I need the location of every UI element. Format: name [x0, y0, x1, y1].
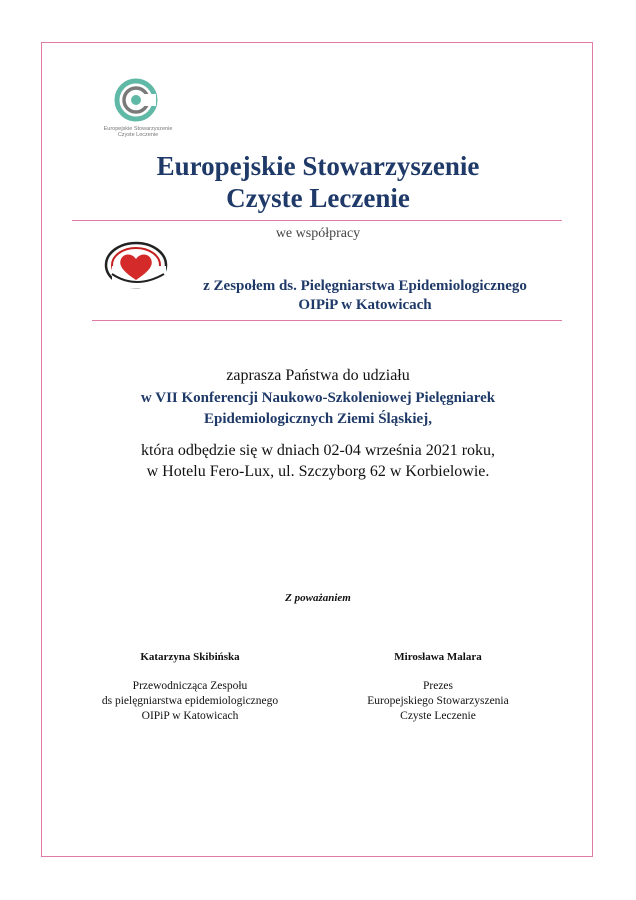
divider-bottom: [92, 320, 562, 321]
logo-text-line1: Europejskie Stowarzyszenie: [103, 126, 173, 132]
signature-role-right: [318, 679, 558, 724]
team-line2: OIPiP w Katowicach: [298, 297, 432, 313]
conference-line1: w VII Konferencji Naukowo-Szkoleniowej Pielęgniarek: [140, 390, 496, 406]
team-line1: z Zespołem ds. Pielęgniarstwa Epidemiologicznego: [203, 278, 527, 294]
conference-name: [41, 388, 595, 430]
role-left-line3: OIPiP w Katowicach: [141, 710, 239, 722]
page-title: [41, 150, 595, 214]
association-logo-icon: [90, 76, 186, 126]
divider-top: [72, 220, 562, 221]
logo-text-line2: Czyste Leczenie: [117, 132, 159, 138]
title-line1: Europejskie Stowarzyszenie: [156, 151, 480, 181]
title-line2: Czyste Leczenie: [226, 183, 410, 213]
association-logo: [90, 76, 186, 142]
role-left-line2: ds pielęgniarstwa epidemiologicznego: [101, 695, 279, 707]
role-left-line1: Przewodnicząca Zespołu: [132, 680, 248, 692]
regards-text: Z poważaniem: [285, 592, 351, 604]
cooperation-text: we współpracy: [275, 226, 361, 241]
role-right-line3: Czyste Leczenie: [400, 710, 476, 722]
association-logo-text: [90, 126, 186, 138]
signature-name-left: Katarzyna Skibińska: [140, 651, 240, 663]
signature-role-left: [60, 679, 320, 724]
team-text: [150, 277, 580, 315]
role-right-line1: Prezes: [422, 680, 453, 692]
conference-details: [41, 440, 595, 482]
details-venue: w Hotelu Fero-Lux, ul. Szczyborg 62 w Korbielowie.: [146, 463, 490, 480]
details-date: która odbędzie się w dniach 02-04 września 2021 roku,: [140, 442, 496, 459]
role-right-line2: Europejskiego Stowarzyszenia: [367, 695, 509, 707]
conference-line2: Epidemiologicznych Ziemi Śląskiej,: [204, 411, 432, 427]
invitation-intro: zaprasza Państwa do udziału: [226, 367, 410, 384]
signature-name-right: Mirosława Malara: [394, 651, 482, 663]
